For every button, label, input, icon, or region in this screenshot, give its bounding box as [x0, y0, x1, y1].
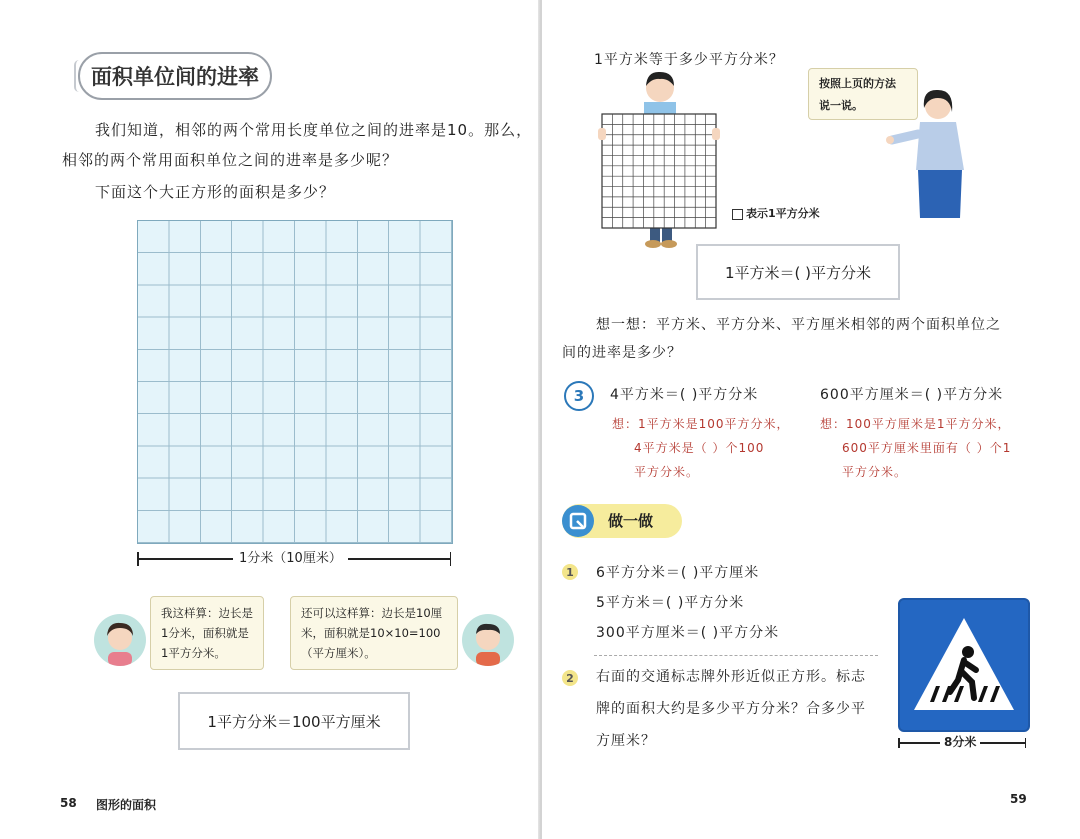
legend-label: 表示1平方分米	[746, 207, 820, 220]
exercise-2-badge: 2	[562, 670, 578, 686]
section-title: 面积单位间的进率	[78, 52, 272, 100]
boy-avatar	[462, 614, 514, 666]
teacher-speech-bubble: 按照上页的方法 说一说。	[808, 68, 918, 120]
intro-line-2: 相邻的两个常用面积单位之间的进率是多少呢？	[62, 151, 399, 169]
sqm-answer-box: 1平方米＝( )平方分米	[696, 244, 900, 300]
footer-chapter-title: 图形的面积	[96, 798, 157, 812]
exercise-1-line-2: 5平方米＝( )平方分米	[596, 595, 745, 611]
example-3-a-hint-3: 平方分米。	[634, 465, 700, 479]
crosswalk-sign-image	[898, 598, 1030, 732]
dimension-label: 1分米（10厘米）	[233, 548, 348, 570]
girl-avatar	[94, 614, 146, 666]
page-number-left: 58	[60, 796, 77, 810]
example-3-a: 4平方米＝( )平方分米	[610, 387, 759, 403]
teacher-illustration	[880, 84, 976, 220]
boy-speech-bubble: 还可以这样算：边长是10厘 米，面积就是10×10=100 （平方厘米）。	[290, 596, 458, 670]
exercise-2-line-2: 牌的面积大约是多少平方分米？合多少平	[596, 701, 866, 717]
example-3-a-hint-2: 4平方米是（ ）个100	[634, 441, 765, 455]
conversion-result-box: 1平方分米＝100平方厘米	[178, 692, 410, 750]
practice-icon	[562, 505, 594, 537]
example-3-b: 600平方厘米＝( )平方分米	[820, 387, 1004, 403]
example-3-badge: 3	[564, 381, 594, 411]
sqm-question: 1平方米等于多少平方分米？	[594, 52, 784, 68]
question-line: 下面这个大正方形的面积是多少？	[95, 183, 336, 201]
exercise-2-line-1: 右面的交通标志牌外形近似正方形。标志	[596, 669, 866, 685]
girl-speech-bubble: 我这样算：边长是 1分米，面积就是 1平方分米。	[150, 596, 264, 670]
intro-line-1: 我们知道，相邻的两个常用长度单位之间的进率是10。那么，	[95, 121, 533, 139]
exercise-1-line-3: 300平方厘米＝( )平方分米	[596, 625, 780, 641]
boy-holding-grid-illustration	[598, 66, 722, 248]
practice-label: 做一做	[608, 512, 654, 530]
legend-square-icon	[732, 209, 743, 220]
example-3-b-hint-1: 想：100平方厘米是1平方分米，	[820, 417, 1011, 431]
example-3-b-hint-3: 平方分米。	[842, 465, 908, 479]
think-line-2: 间的进率是多少？	[562, 345, 682, 361]
square-decimeter-grid	[137, 220, 453, 544]
exercise-1-line-1: 6平方分米＝( )平方厘米	[596, 565, 760, 581]
exercise-2-line-3: 方厘米？	[596, 733, 656, 749]
exercise-1-badge: 1	[562, 564, 578, 580]
exercise-divider	[594, 655, 878, 656]
sign-dimension-label: 8分米	[940, 732, 980, 752]
think-line-1: 想一想：平方米、平方分米、平方厘米相邻的两个面积单位之	[596, 317, 1001, 333]
example-3-a-hint-1: 想：1平方米是100平方分米，	[612, 417, 790, 431]
example-3-b-hint-2: 600平方厘米里面有（ ）个1	[842, 441, 1012, 455]
page-number-right: 59	[1010, 792, 1027, 806]
